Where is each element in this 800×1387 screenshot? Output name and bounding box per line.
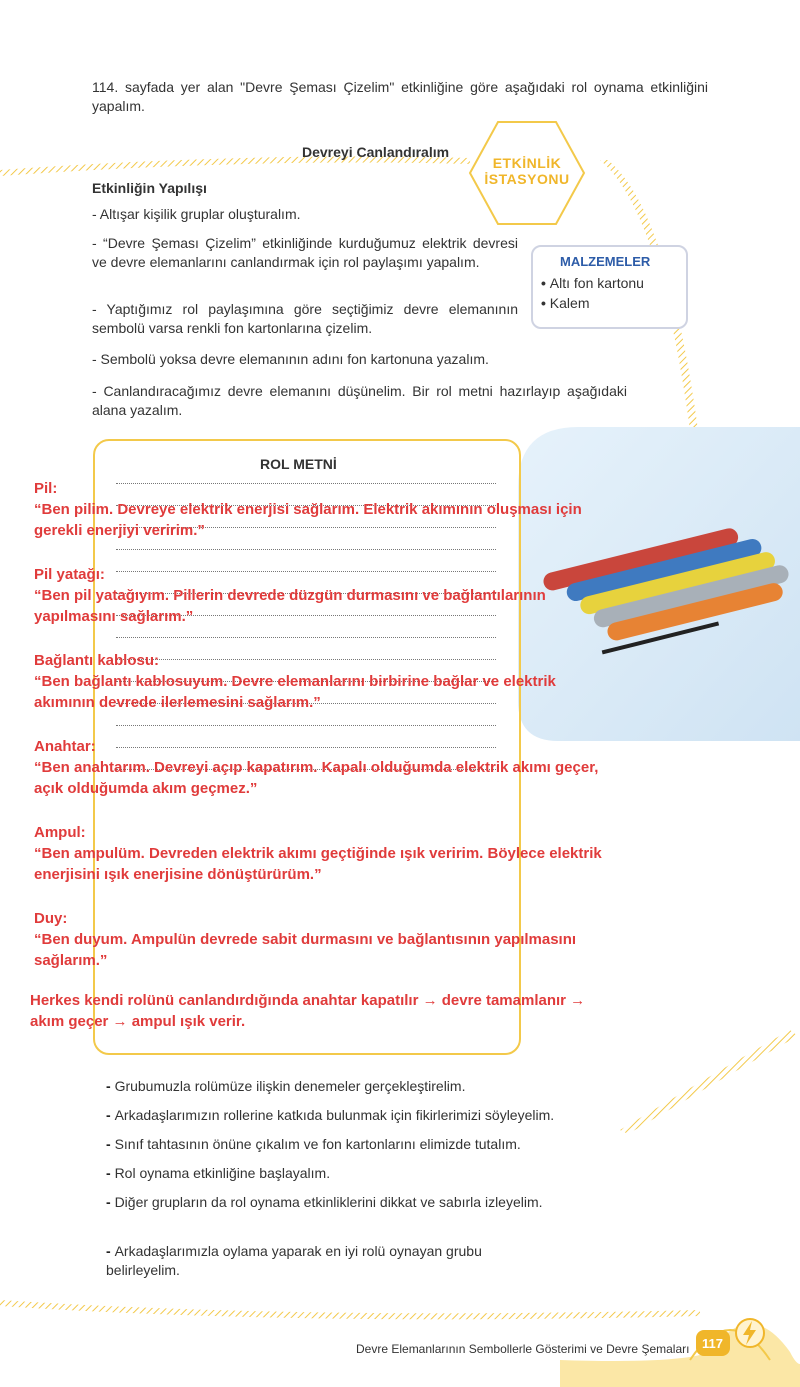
bottom-step-5: - Diğer grupların da rol oynama etkinliklerini dikkat ve sabırla izleyelim. (106, 1194, 543, 1210)
bottom-step-2: - Arkadaşlarımızın rollerine katkıda bulunmak için fikirlerimizi söyleyelim. (106, 1107, 555, 1123)
step-1: - Altışar kişilik gruplar oluşturalım. (92, 206, 301, 222)
bottom-step-6: - Arkadaşlarımızla oylama yaparak en iyi rolü oynayan grubu belirleyelim. (106, 1243, 482, 1278)
intro-paragraph: 114. sayfada yer alan "Devre Şeması Çizelim" etkinliğine göre aşağıdaki rol oynama etkinliğini yapalım. (92, 79, 708, 114)
answer-yatak-text: “Ben pil yatağıyım. Pillerin devrede düzgün durmasını ve bağlantılarının yapılmasını sağlarım.” (34, 587, 546, 625)
answer-duy-text: “Ben duyum. Ampulün devrede sabit durmasını ve bağlantısının yapılmasını sağlarım.” (34, 931, 577, 969)
materials-title: MALZEMELER (560, 254, 651, 269)
station-label (468, 155, 586, 187)
station-line1: ETKİNLİK (492, 155, 562, 171)
station-line2: İSTASYONU (484, 171, 570, 187)
role-title: ROL METNİ (260, 456, 337, 472)
answer-kablo-head: Bağlantı kablosu: (34, 652, 160, 669)
step-2: - “Devre Şeması Çizelim” etkinliğinde kurduğumuz elektrik devresi ve devre elemanlarını canlandırmak için rol paylaşımı yapalım. (92, 235, 518, 270)
answer-pil-text: “Ben pilim. Devreye elektrik enerjisi sağlarım. Elektrik akımının oluşması için gerekli enerjiyi veririm.” (34, 501, 582, 539)
bottom-step-1: - Grubumuzla rolümüze ilişkin denemeler gerçekleştirelim. (106, 1078, 466, 1094)
activity-title: Devreyi Canlandıralım (302, 144, 450, 160)
answer-kablo-text: “Ben bağlantı kablosuyum. Devre elemanlarını birbirine bağlar ve elektrik akımının devrede ilerlemesini sağlarım.” (34, 673, 556, 711)
material-item: • Altı fon kartonu (541, 275, 644, 291)
bottom-step-3: - Sınıf tahtasının önüne çıkalım ve fon kartonlarını elimizde tutalım. (106, 1136, 521, 1152)
answer-yatak-head: Pil yatağı: (34, 566, 105, 583)
answer-ampul-head: Ampul: (34, 824, 86, 841)
page-number: 117 (702, 1336, 723, 1351)
answer-summary: Herkes kendi rolünü canlandırdığında anahtar kapatılır → devre tamamlanır → akım geçer → ampul ışık verir. (30, 992, 586, 1030)
answer-pil-head: Pil: (34, 480, 58, 497)
step-4: - Sembolü yoksa devre elemanının adını fon kartonuna yazalım. (92, 351, 489, 367)
answer-anahtar-head: Anahtar: (34, 738, 96, 755)
howto-title: Etkinliğin Yapılışı (92, 180, 207, 196)
answer-duy-head: Duy: (34, 910, 68, 927)
material-item: • Kalem (541, 295, 590, 311)
bottom-step-4: - Rol oynama etkinliğine başlayalım. (106, 1165, 331, 1181)
answer-anahtar-text: “Ben anahtarım. Devreyi açıp kapatırım. Kapalı olduğumda elektrik akımı geçer, açık olduğumda akım geçmez.” (34, 759, 599, 797)
step-5: - Canlandıracağımız devre elemanını düşünelim. Bir rol metni hazırlayıp aşağıdaki alana yazalım. (92, 383, 627, 418)
footer-text: Devre Elemanlarının Sembollerle Gösterimi ve Devre Şemaları (356, 1342, 690, 1356)
answer-ampul-text: “Ben ampulüm. Devreden elektrik akımı geçtiğinde ışık veririm. Böylece elektrik enerjisini ışık enerjisine dönüştürürüm.” (34, 845, 602, 883)
lightning-icon (735, 1316, 765, 1350)
step-3: - Yaptığımız rol paylaşımına göre seçtiğimiz devre elemanının sembolü varsa renkli fon kartonlarına çizelim. (92, 301, 518, 336)
lower-hatch-band (600, 1030, 800, 1140)
